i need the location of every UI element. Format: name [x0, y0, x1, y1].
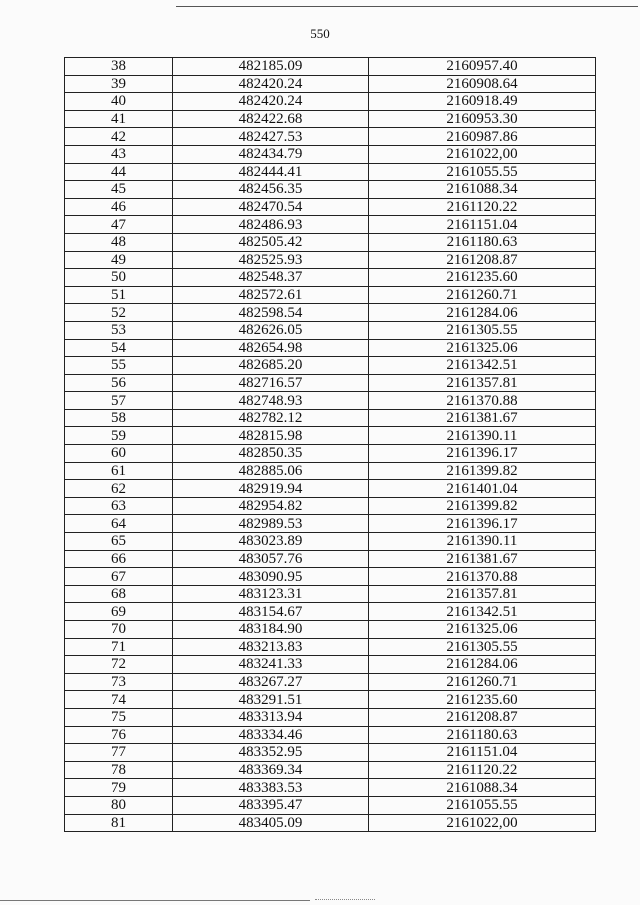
y-coordinate-cell: 2160908.64	[369, 75, 596, 93]
x-coordinate-cell: 483352.95	[173, 744, 369, 762]
x-coordinate-cell: 483395.47	[173, 796, 369, 814]
x-coordinate-cell: 482427.53	[173, 128, 369, 146]
x-coordinate-cell: 483369.34	[173, 761, 369, 779]
point-number-cell: 72	[65, 656, 173, 674]
table-row	[65, 145, 596, 163]
point-number-cell: 52	[65, 304, 173, 322]
y-coordinate-cell: 2161399.82	[369, 462, 596, 480]
x-coordinate-cell: 482422.68	[173, 110, 369, 128]
table-row	[65, 673, 596, 691]
y-coordinate-cell: 2161088.34	[369, 779, 596, 797]
table-row	[65, 656, 596, 674]
y-coordinate-cell: 2161342.51	[369, 357, 596, 375]
table-row	[65, 691, 596, 709]
y-coordinate-cell: 2161284.06	[369, 304, 596, 322]
table-row	[65, 480, 596, 498]
y-coordinate-cell: 2161325.06	[369, 621, 596, 639]
point-number-cell: 50	[65, 269, 173, 287]
point-number-cell: 48	[65, 233, 173, 251]
y-coordinate-cell: 2161390.11	[369, 427, 596, 445]
point-number-cell: 67	[65, 568, 173, 586]
table-row	[65, 497, 596, 515]
y-coordinate-cell: 2161260.71	[369, 286, 596, 304]
x-coordinate-cell: 483023.89	[173, 533, 369, 551]
y-coordinate-cell: 2161120.22	[369, 198, 596, 216]
point-number-cell: 78	[65, 761, 173, 779]
y-coordinate-cell: 2161151.04	[369, 216, 596, 234]
y-coordinate-cell: 2161235.60	[369, 269, 596, 287]
x-coordinate-cell: 483405.09	[173, 814, 369, 832]
x-coordinate-cell: 483313.94	[173, 708, 369, 726]
x-coordinate-cell: 483291.51	[173, 691, 369, 709]
x-coordinate-cell: 482185.09	[173, 58, 369, 76]
coordinates-table	[64, 57, 596, 832]
table-row	[65, 216, 596, 234]
table-row	[65, 533, 596, 551]
y-coordinate-cell: 2160953.30	[369, 110, 596, 128]
point-number-cell: 65	[65, 533, 173, 551]
point-number-cell: 54	[65, 339, 173, 357]
table-row	[65, 409, 596, 427]
point-number-cell: 81	[65, 814, 173, 832]
point-number-cell: 59	[65, 427, 173, 445]
x-coordinate-cell: 482716.57	[173, 374, 369, 392]
y-coordinate-cell: 2161180.63	[369, 233, 596, 251]
x-coordinate-cell: 482850.35	[173, 445, 369, 463]
table-row	[65, 374, 596, 392]
point-number-cell: 41	[65, 110, 173, 128]
y-coordinate-cell: 2161357.81	[369, 374, 596, 392]
x-coordinate-cell: 483123.31	[173, 585, 369, 603]
x-coordinate-cell: 483334.46	[173, 726, 369, 744]
x-coordinate-cell: 483154.67	[173, 603, 369, 621]
table-row	[65, 638, 596, 656]
table-row	[65, 321, 596, 339]
point-number-cell: 73	[65, 673, 173, 691]
table-row	[65, 251, 596, 269]
point-number-cell: 79	[65, 779, 173, 797]
table-row	[65, 445, 596, 463]
table-row	[65, 726, 596, 744]
y-coordinate-cell: 2161088.34	[369, 181, 596, 199]
table-row	[65, 814, 596, 832]
top-rule	[176, 6, 638, 7]
table-row	[65, 163, 596, 181]
table-row	[65, 357, 596, 375]
point-number-cell: 75	[65, 708, 173, 726]
table-row	[65, 515, 596, 533]
y-coordinate-cell: 2161180.63	[369, 726, 596, 744]
y-coordinate-cell: 2161357.81	[369, 585, 596, 603]
point-number-cell: 77	[65, 744, 173, 762]
x-coordinate-cell: 482572.61	[173, 286, 369, 304]
point-number-cell: 58	[65, 409, 173, 427]
point-number-cell: 69	[65, 603, 173, 621]
y-coordinate-cell: 2161120.22	[369, 761, 596, 779]
table-row	[65, 708, 596, 726]
x-coordinate-cell: 483241.33	[173, 656, 369, 674]
y-coordinate-cell: 2161396.17	[369, 515, 596, 533]
table-row	[65, 233, 596, 251]
table-row	[65, 550, 596, 568]
table-row	[65, 93, 596, 111]
point-number-cell: 44	[65, 163, 173, 181]
y-coordinate-cell: 2161381.67	[369, 550, 596, 568]
x-coordinate-cell: 483213.83	[173, 638, 369, 656]
y-coordinate-cell: 2161284.06	[369, 656, 596, 674]
table-row	[65, 128, 596, 146]
bottom-dotted-rule	[315, 899, 375, 901]
table-row	[65, 568, 596, 586]
x-coordinate-cell: 482626.05	[173, 321, 369, 339]
point-number-cell: 70	[65, 621, 173, 639]
y-coordinate-cell: 2161305.55	[369, 321, 596, 339]
x-coordinate-cell: 482919.94	[173, 480, 369, 498]
point-number-cell: 64	[65, 515, 173, 533]
x-coordinate-cell: 482525.93	[173, 251, 369, 269]
x-coordinate-cell: 482885.06	[173, 462, 369, 480]
point-number-cell: 80	[65, 796, 173, 814]
x-coordinate-cell: 482456.35	[173, 181, 369, 199]
y-coordinate-cell: 2161401.04	[369, 480, 596, 498]
point-number-cell: 49	[65, 251, 173, 269]
table-row	[65, 181, 596, 199]
y-coordinate-cell: 2161390.11	[369, 533, 596, 551]
y-coordinate-cell: 2160918.49	[369, 93, 596, 111]
x-coordinate-cell: 482420.24	[173, 93, 369, 111]
x-coordinate-cell: 482444.41	[173, 163, 369, 181]
point-number-cell: 38	[65, 58, 173, 76]
coordinates-table-body	[65, 58, 596, 832]
x-coordinate-cell: 482598.54	[173, 304, 369, 322]
y-coordinate-cell: 2161022,00	[369, 814, 596, 832]
y-coordinate-cell: 2161370.88	[369, 392, 596, 410]
y-coordinate-cell: 2161055.55	[369, 796, 596, 814]
point-number-cell: 40	[65, 93, 173, 111]
y-coordinate-cell: 2161370.88	[369, 568, 596, 586]
bottom-rule	[0, 900, 310, 901]
page-number: 550	[310, 26, 330, 41]
y-coordinate-cell: 2160957.40	[369, 58, 596, 76]
y-coordinate-cell: 2161305.55	[369, 638, 596, 656]
x-coordinate-cell: 482748.93	[173, 392, 369, 410]
table-row	[65, 304, 596, 322]
y-coordinate-cell: 2160987.86	[369, 128, 596, 146]
point-number-cell: 56	[65, 374, 173, 392]
point-number-cell: 53	[65, 321, 173, 339]
table-row	[65, 58, 596, 76]
point-number-cell: 42	[65, 128, 173, 146]
point-number-cell: 60	[65, 445, 173, 463]
point-number-cell: 62	[65, 480, 173, 498]
x-coordinate-cell: 482434.79	[173, 145, 369, 163]
table-row	[65, 744, 596, 762]
table-row	[65, 392, 596, 410]
y-coordinate-cell: 2161235.60	[369, 691, 596, 709]
point-number-cell: 76	[65, 726, 173, 744]
table-row	[65, 75, 596, 93]
x-coordinate-cell: 482470.54	[173, 198, 369, 216]
y-coordinate-cell: 2161399.82	[369, 497, 596, 515]
table-row	[65, 779, 596, 797]
x-coordinate-cell: 482420.24	[173, 75, 369, 93]
table-row	[65, 585, 596, 603]
point-number-cell: 55	[65, 357, 173, 375]
point-number-cell: 51	[65, 286, 173, 304]
x-coordinate-cell: 483090.95	[173, 568, 369, 586]
y-coordinate-cell: 2161151.04	[369, 744, 596, 762]
point-number-cell: 47	[65, 216, 173, 234]
x-coordinate-cell: 483383.53	[173, 779, 369, 797]
point-number-cell: 63	[65, 497, 173, 515]
y-coordinate-cell: 2161055.55	[369, 163, 596, 181]
point-number-cell: 71	[65, 638, 173, 656]
x-coordinate-cell: 482654.98	[173, 339, 369, 357]
y-coordinate-cell: 2161381.67	[369, 409, 596, 427]
x-coordinate-cell: 482815.98	[173, 427, 369, 445]
x-coordinate-cell: 483267.27	[173, 673, 369, 691]
x-coordinate-cell: 482486.93	[173, 216, 369, 234]
point-number-cell: 66	[65, 550, 173, 568]
x-coordinate-cell: 482505.42	[173, 233, 369, 251]
x-coordinate-cell: 482685.20	[173, 357, 369, 375]
table-row	[65, 286, 596, 304]
x-coordinate-cell: 482548.37	[173, 269, 369, 287]
x-coordinate-cell: 482782.12	[173, 409, 369, 427]
table-row	[65, 796, 596, 814]
point-number-cell: 43	[65, 145, 173, 163]
table-row	[65, 269, 596, 287]
x-coordinate-cell: 482989.53	[173, 515, 369, 533]
x-coordinate-cell: 483057.76	[173, 550, 369, 568]
table-row	[65, 603, 596, 621]
table-row	[65, 339, 596, 357]
x-coordinate-cell: 483184.90	[173, 621, 369, 639]
table-row	[65, 427, 596, 445]
y-coordinate-cell: 2161260.71	[369, 673, 596, 691]
x-coordinate-cell: 482954.82	[173, 497, 369, 515]
point-number-cell: 39	[65, 75, 173, 93]
point-number-cell: 68	[65, 585, 173, 603]
point-number-cell: 61	[65, 462, 173, 480]
table-row	[65, 462, 596, 480]
point-number-cell: 74	[65, 691, 173, 709]
point-number-cell: 46	[65, 198, 173, 216]
point-number-cell: 45	[65, 181, 173, 199]
y-coordinate-cell: 2161325.06	[369, 339, 596, 357]
y-coordinate-cell: 2161022,00	[369, 145, 596, 163]
y-coordinate-cell: 2161208.87	[369, 708, 596, 726]
table-row	[65, 198, 596, 216]
point-number-cell: 57	[65, 392, 173, 410]
y-coordinate-cell: 2161342.51	[369, 603, 596, 621]
y-coordinate-cell: 2161208.87	[369, 251, 596, 269]
table-row	[65, 761, 596, 779]
table-row	[65, 621, 596, 639]
y-coordinate-cell: 2161396.17	[369, 445, 596, 463]
table-row	[65, 110, 596, 128]
